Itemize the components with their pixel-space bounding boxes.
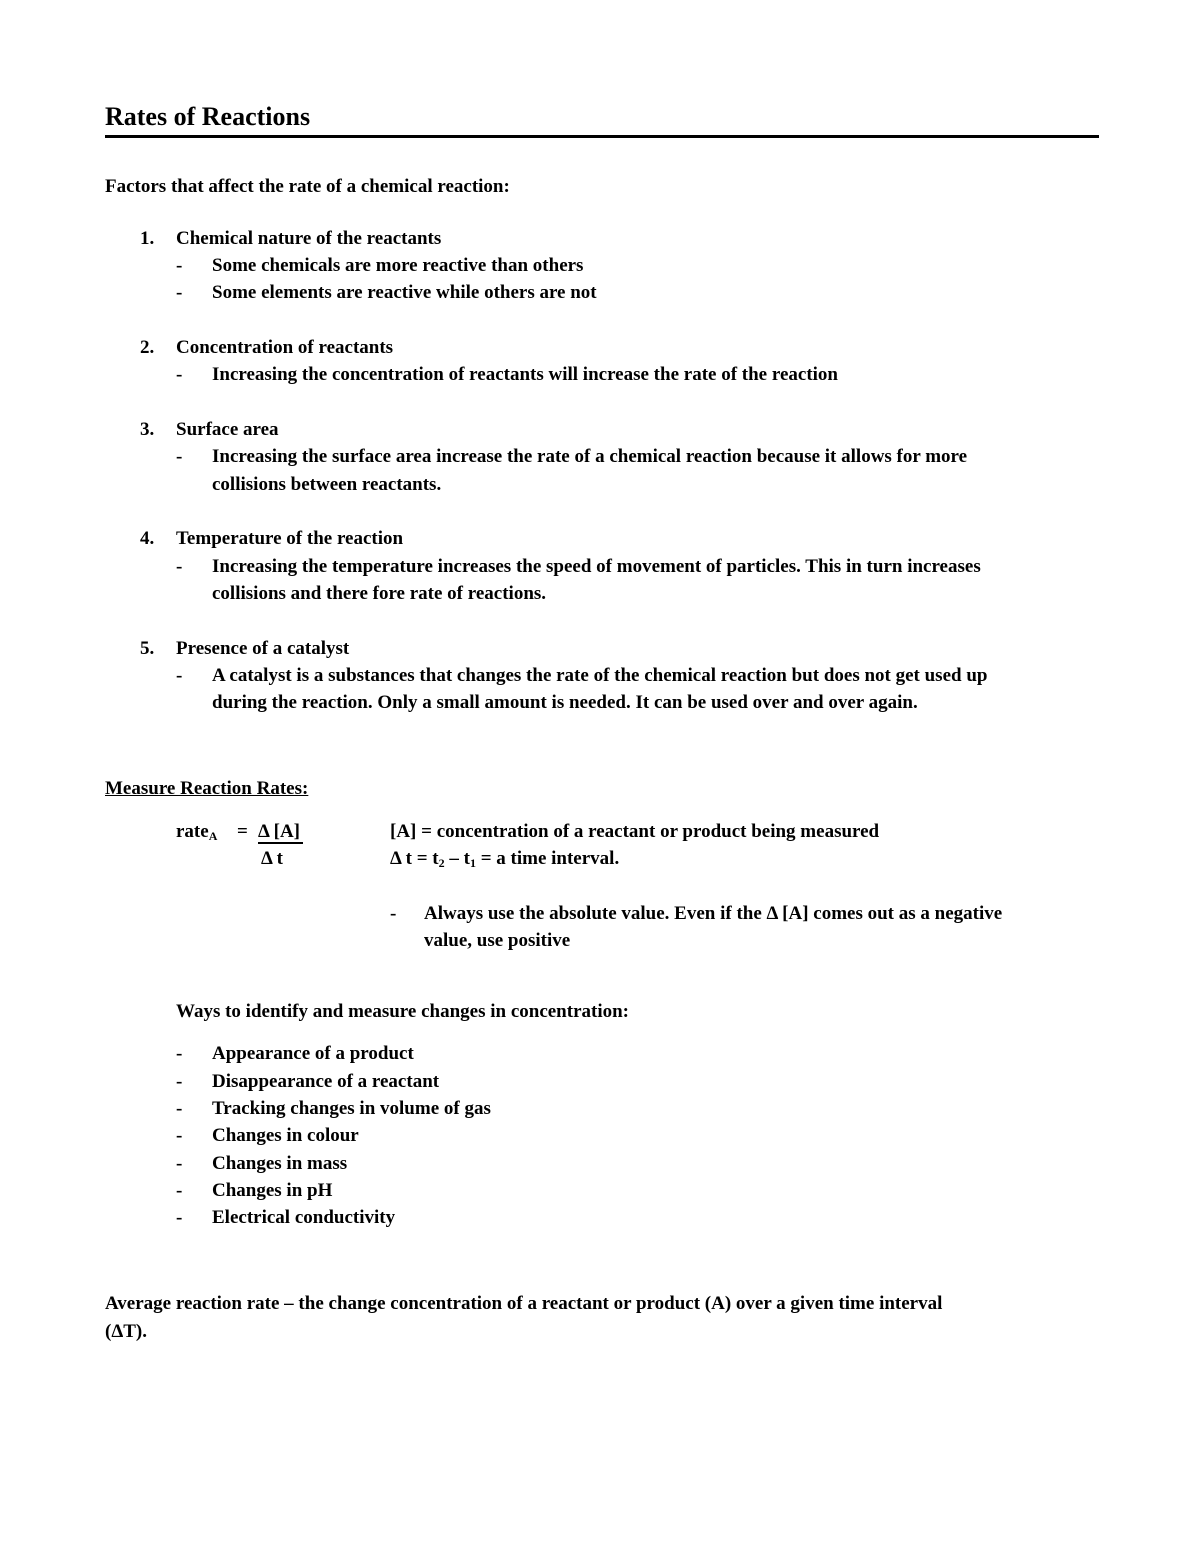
- rate-denominator: Δ t: [261, 848, 283, 869]
- bullet-text: A catalyst is a substances that changes the rate of the chemical reaction but does not get used up: [212, 665, 988, 686]
- bullet-dash: -: [176, 1207, 183, 1228]
- time-def-part: = a time interval.: [475, 848, 620, 869]
- average-rate-definition: Average reaction rate – the change concentration of a reactant or product (A) over a given time interval: [105, 1293, 943, 1314]
- factor-heading: Chemical nature of the reactants: [176, 228, 442, 249]
- bullet-dash: -: [176, 556, 183, 577]
- absolute-value-note: Always use the absolute value. Even if the Δ [A] comes out as a negative: [424, 903, 1003, 924]
- bullet-dash: -: [176, 1043, 183, 1064]
- bullet-dash: -: [176, 1153, 183, 1174]
- rate-numerator: Δ [A]: [258, 822, 303, 844]
- ways-heading: Ways to identify and measure changes in concentration:: [176, 1001, 630, 1022]
- concentration-definition: [A] = concentration of a reactant or product being measured: [390, 821, 880, 842]
- factors-intro: Factors that affect the rate of a chemical reaction:: [105, 176, 510, 197]
- rate-word: rate: [176, 821, 209, 842]
- bullet-dash: -: [176, 1125, 183, 1146]
- factor-number: 4.: [140, 528, 155, 549]
- ways-item: Tracking changes in volume of gas: [212, 1098, 491, 1119]
- factor-number: 3.: [140, 419, 155, 440]
- factor-heading: Concentration of reactants: [176, 337, 394, 358]
- factor-heading: Presence of a catalyst: [176, 638, 350, 659]
- bullet-text: Some elements are reactive while others are not: [212, 282, 597, 303]
- factor-heading: Temperature of the reaction: [176, 528, 404, 549]
- bullet-dash: -: [176, 665, 183, 686]
- time-def-subscript: 1: [469, 856, 476, 870]
- ways-item: Electrical conductivity: [212, 1207, 396, 1228]
- factor-number: 2.: [140, 337, 155, 358]
- time-def-part: – t: [444, 848, 470, 869]
- factor-number: 1.: [140, 228, 155, 249]
- time-def-subscript: 2: [438, 856, 445, 870]
- bullet-text-continued: collisions between reactants.: [212, 474, 442, 495]
- rate-formula-lhs: [176, 822, 217, 841]
- ways-item: Changes in colour: [212, 1125, 359, 1146]
- bullet-text: Increasing the temperature increases the speed of movement of particles. This in turn increases: [212, 556, 981, 577]
- bullet-dash: -: [176, 1180, 183, 1201]
- measure-heading: Measure Reaction Rates:: [105, 778, 309, 799]
- bullet-text-continued: collisions and there fore rate of reactions.: [212, 583, 547, 604]
- bullet-dash: -: [176, 1071, 183, 1092]
- ways-item: Disappearance of a reactant: [212, 1071, 440, 1092]
- bullet-dash: -: [176, 282, 183, 303]
- bullet-text: Increasing the surface area increase the rate of a chemical reaction because it allows for more: [212, 446, 968, 467]
- equals-sign: =: [237, 821, 248, 842]
- bullet-text: Some chemicals are more reactive than others: [212, 255, 584, 276]
- bullet-dash: -: [176, 364, 183, 385]
- time-interval-definition: [390, 849, 619, 868]
- bullet-dash: -: [176, 255, 183, 276]
- factor-number: 5.: [140, 638, 155, 659]
- bullet-dash: -: [176, 1098, 183, 1119]
- bullet-text: Increasing the concentration of reactants will increase the rate of the reaction: [212, 364, 838, 385]
- ways-item: Changes in mass: [212, 1153, 348, 1174]
- page-title: Rates of Reactions: [105, 102, 311, 131]
- bullet-dash: -: [390, 903, 397, 924]
- title-rule: [105, 135, 1099, 138]
- average-rate-definition-continued: (ΔT).: [105, 1321, 147, 1342]
- bullet-dash: -: [176, 446, 183, 467]
- rate-subscript: A: [208, 829, 218, 843]
- time-def-part: Δ t = t: [390, 848, 439, 869]
- factor-heading: Surface area: [176, 419, 279, 440]
- ways-item: Appearance of a product: [212, 1043, 414, 1064]
- ways-item: Changes in pH: [212, 1180, 333, 1201]
- absolute-value-note-continued: value, use positive: [424, 930, 571, 951]
- bullet-text-continued: during the reaction. Only a small amount is needed. It can be used over and over again.: [212, 692, 918, 713]
